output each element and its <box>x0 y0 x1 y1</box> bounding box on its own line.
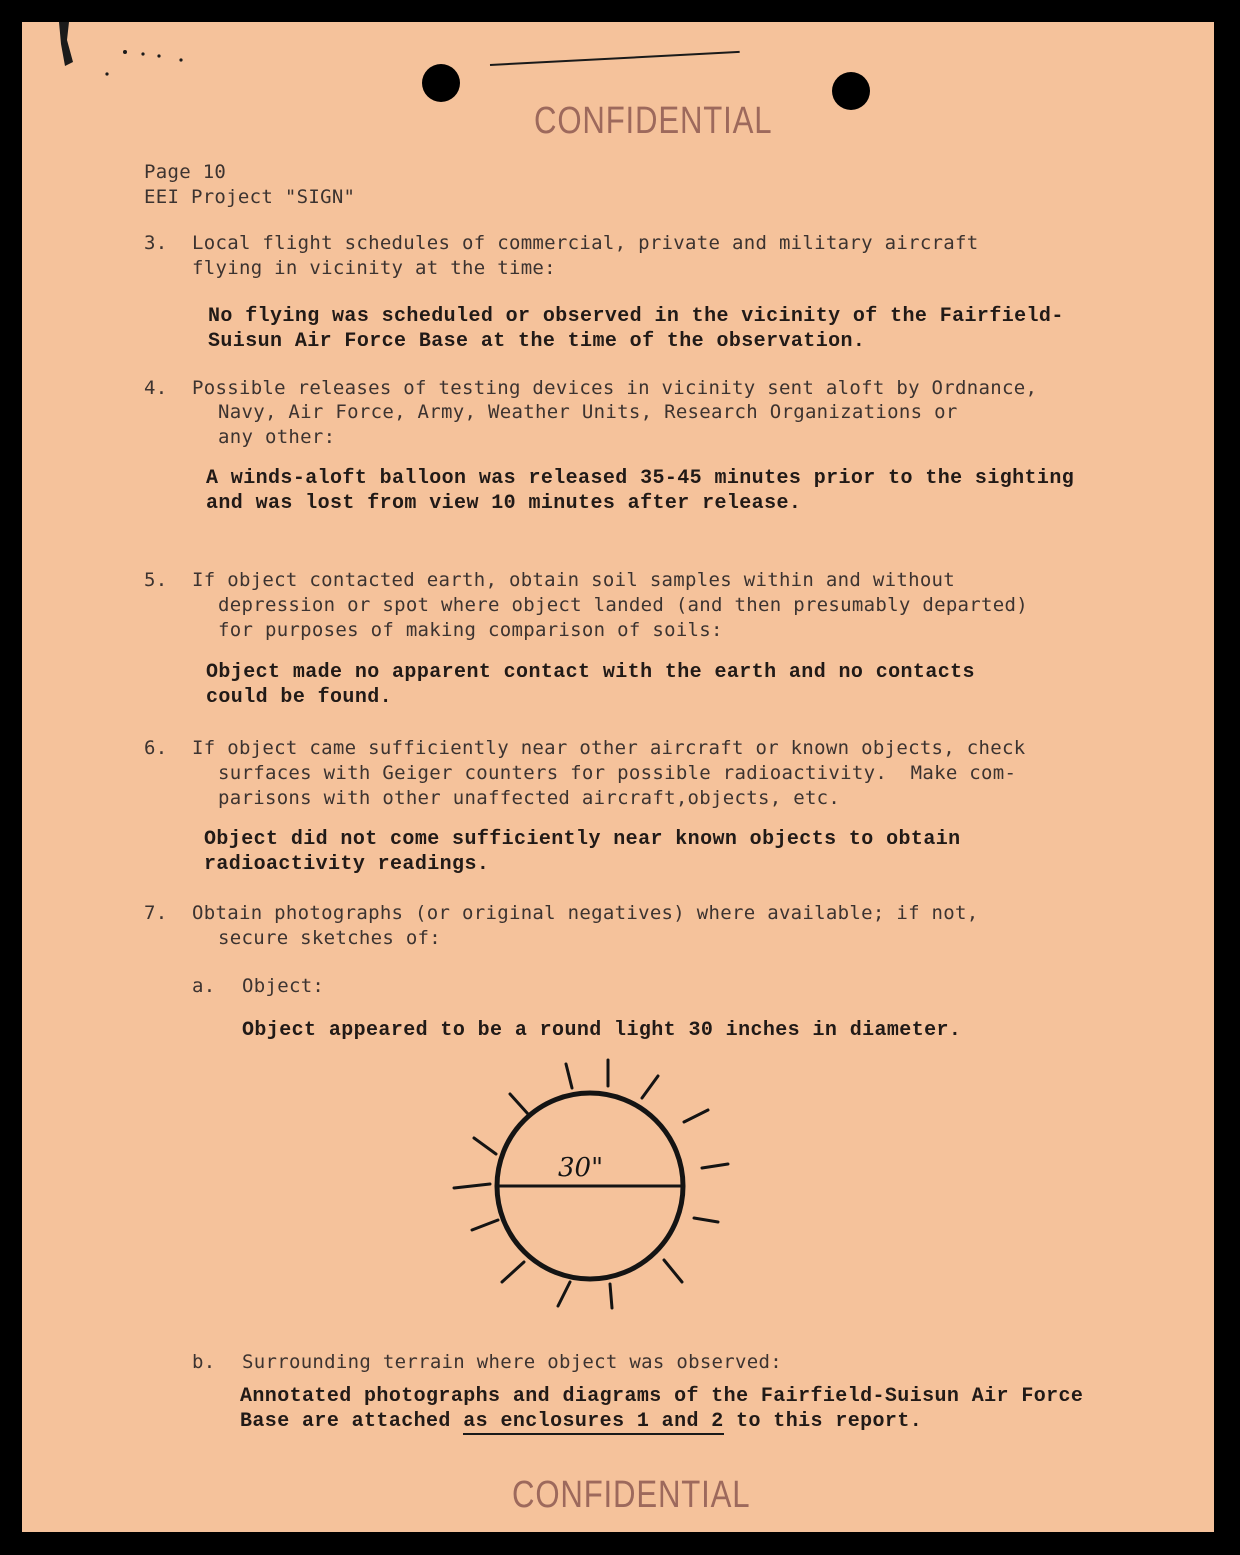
item-4-answer-line1: A winds-aloft balloon was released 35-45 minutes prior to the sighting <box>206 467 1075 490</box>
sub-b-answer-line2-start: Base are attached <box>240 1410 464 1433</box>
item-6-question-line3: parisons with other unaffected aircraft,objects, etc. <box>218 787 841 809</box>
item-4-question-line2: Navy, Air Force, Army, Weather Units, Research Organizations or <box>218 401 958 423</box>
item-3-question-line1: Local flight schedules of commercial, private and military aircraft <box>192 232 979 254</box>
project-title: EEI Project "SIGN" <box>144 186 356 208</box>
item-7-question-line2: secure sketches of: <box>218 927 442 949</box>
item-5-question-line1: If object contacted earth, obtain soil samples within and without <box>192 569 956 591</box>
item-6-answer-line2: radioactivity readings. <box>204 853 490 876</box>
corner-ink-marks <box>47 22 207 82</box>
item-6-answer-line1: Object did not come sufficiently near known objects to obtain <box>204 828 961 851</box>
item-3-answer-line2: Suisun Air Force Base at the time of the observation. <box>208 330 866 353</box>
item-6-question-line1: If object came sufficiently near other aircraft or known objects, check <box>192 737 1026 759</box>
item-4-answer-line2: and was lost from view 10 minutes after release. <box>206 492 802 515</box>
sub-a-label: Object: <box>242 975 325 997</box>
confidential-stamp-top: CONFIDENTIAL <box>534 100 773 142</box>
item-7-question-line1: Obtain photographs (or original negatives) where available; if not, <box>192 902 979 924</box>
punch-hole-left <box>422 64 460 102</box>
item-3-number: 3. <box>144 232 168 254</box>
sub-a-answer: Object appeared to be a round light 30 inches in diameter. <box>242 1019 962 1042</box>
sub-a-letter: a. <box>192 975 216 997</box>
page-number: Page 10 <box>144 161 227 183</box>
item-5-answer-line2: could be found. <box>206 686 393 709</box>
item-5-answer-line1: Object made no apparent contact with the earth and no contacts <box>206 661 975 684</box>
sub-b-answer-line2 <box>240 1409 922 1434</box>
punch-hole-right <box>832 72 870 110</box>
item-6-number: 6. <box>144 737 168 759</box>
object-sketch <box>450 1058 770 1318</box>
item-7-number: 7. <box>144 902 168 924</box>
top-pen-line <box>490 51 740 66</box>
item-5-number: 5. <box>144 569 168 591</box>
sub-b-label: Surrounding terrain where object was observed: <box>242 1351 782 1373</box>
confidential-stamp-bottom: CONFIDENTIAL <box>512 1474 751 1516</box>
item-4-number: 4. <box>144 377 168 399</box>
sub-b-answer-line1: Annotated photographs and diagrams of the Fairfield-Suisun Air Force <box>240 1385 1084 1408</box>
item-6-question-line2: surfaces with Geiger counters for possible radioactivity. Make com- <box>218 762 1017 784</box>
sub-b-answer-line2-end: to this report. <box>723 1410 923 1433</box>
document-page <box>22 22 1214 1532</box>
enclosures-underlined-text: as enclosures 1 and 2 <box>463 1410 724 1433</box>
sketch-dimension-label: 30" <box>558 1153 604 1183</box>
item-3-question-line2: flying in vicinity at the time: <box>192 257 556 279</box>
item-4-question-line3: any other: <box>218 426 336 448</box>
item-3-answer-line1: No flying was scheduled or observed in the vicinity of the Fairfield- <box>208 305 1064 328</box>
item-4-question-line1: Possible releases of testing devices in vicinity sent aloft by Ordnance, <box>192 377 1038 399</box>
item-5-question-line2: depression or spot where object landed (and then presumably departed) <box>218 594 1028 616</box>
item-5-question-line3: for purposes of making comparison of soils: <box>218 619 723 641</box>
sub-b-letter: b. <box>192 1351 216 1373</box>
